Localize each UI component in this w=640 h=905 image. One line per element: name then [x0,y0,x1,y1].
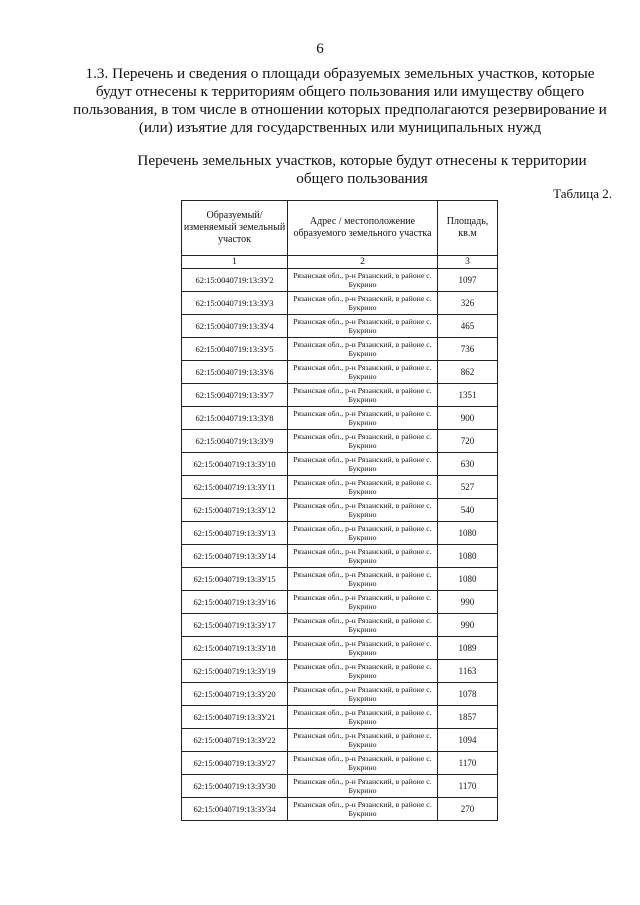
address-cell: Рязанская обл., р-н Рязанский, в районе с. Букрино [288,476,438,499]
table-row [182,499,498,522]
area-cell: 1857 [438,706,498,729]
table-row [182,338,498,361]
table-row [182,361,498,384]
plot-id-cell: 62:15:0040719:13:ЗУ27 [182,752,288,775]
area-cell: 1080 [438,545,498,568]
plot-id-cell: 62:15:0040719:13:ЗУ22 [182,729,288,752]
plot-id-cell: 62:15:0040719:13:ЗУ9 [182,430,288,453]
address-cell: Рязанская обл., р-н Рязанский, в районе с. Букрино [288,775,438,798]
area-cell: 465 [438,315,498,338]
address-cell: Рязанская обл., р-н Рязанский, в районе с. Букрино [288,499,438,522]
header-address: Адрес / местоположение образуемого земельного участка [288,201,438,256]
area-cell: 540 [438,499,498,522]
plot-id-cell: 62:15:0040719:13:ЗУ16 [182,591,288,614]
table-row [182,407,498,430]
table-row [182,729,498,752]
header-plot: Образуемый/ изменяемый земельный участок [182,201,288,256]
area-cell: 1094 [438,729,498,752]
header-area: Площадь, кв.м [438,201,498,256]
table-caption: Таблица 2. [553,186,612,201]
table-header-row [182,201,498,256]
address-cell: Рязанская обл., р-н Рязанский, в районе с. Букрино [288,706,438,729]
plot-id-cell: 62:15:0040719:13:ЗУ4 [182,315,288,338]
table-row [182,637,498,660]
area-cell: 630 [438,453,498,476]
address-cell: Рязанская обл., р-н Рязанский, в районе с. Букрино [288,453,438,476]
plot-id-cell: 62:15:0040719:13:ЗУ21 [182,706,288,729]
plot-id-cell: 62:15:0040719:13:ЗУ6 [182,361,288,384]
address-cell: Рязанская обл., р-н Рязанский, в районе с. Букрино [288,683,438,706]
area-cell: 900 [438,407,498,430]
plot-id-cell: 62:15:0040719:13:ЗУ30 [182,775,288,798]
plot-id-cell: 62:15:0040719:13:ЗУ17 [182,614,288,637]
table-row [182,545,498,568]
area-cell: 1170 [438,775,498,798]
column-number-row [182,256,498,269]
section-heading: 1.3. Перечень и сведения о площади образуемых земельных участков, которые будут отнесены к территориям общего пользования или имуществу общего пользования, в том числе в отношении которых предполагаются резервирование и (или) изъятие для государственных или муниципальных нужд [73,65,607,136]
table-row [182,522,498,545]
table-row [182,476,498,499]
address-cell: Рязанская обл., р-н Рязанский, в районе с. Букрино [288,292,438,315]
column-number: 2 [288,256,438,269]
address-cell: Рязанская обл., р-н Рязанский, в районе с. Букрино [288,591,438,614]
table-row [182,384,498,407]
address-cell: Рязанская обл., р-н Рязанский, в районе с. Букрино [288,407,438,430]
address-cell: Рязанская обл., р-н Рязанский, в районе с. Букрино [288,637,438,660]
table-row [182,775,498,798]
area-cell: 527 [438,476,498,499]
page-number: 6 [316,41,324,57]
address-cell: Рязанская обл., р-н Рязанский, в районе с. Букрино [288,315,438,338]
address-cell: Рязанская обл., р-н Рязанский, в районе с. Букрино [288,752,438,775]
plot-id-cell: 62:15:0040719:13:ЗУ7 [182,384,288,407]
column-number: 1 [182,256,288,269]
table-row [182,568,498,591]
table-row [182,269,498,292]
area-cell: 720 [438,430,498,453]
address-cell: Рязанская обл., р-н Рязанский, в районе с. Букрино [288,614,438,637]
area-cell: 1080 [438,568,498,591]
plot-id-cell: 62:15:0040719:13:ЗУ20 [182,683,288,706]
area-cell: 1351 [438,384,498,407]
plot-id-cell: 62:15:0040719:13:ЗУ13 [182,522,288,545]
area-cell: 326 [438,292,498,315]
plot-id-cell: 62:15:0040719:13:ЗУ5 [182,338,288,361]
address-cell: Рязанская обл., р-н Рязанский, в районе с. Букрино [288,361,438,384]
table-row [182,683,498,706]
area-cell: 1078 [438,683,498,706]
address-cell: Рязанская обл., р-н Рязанский, в районе с. Букрино [288,798,438,821]
plot-id-cell: 62:15:0040719:13:ЗУ34 [182,798,288,821]
area-cell: 1170 [438,752,498,775]
area-cell: 736 [438,338,498,361]
plot-id-cell: 62:15:0040719:13:ЗУ3 [182,292,288,315]
address-cell: Рязанская обл., р-н Рязанский, в районе с. Букрино [288,729,438,752]
table-row [182,752,498,775]
address-cell: Рязанская обл., р-н Рязанский, в районе с. Букрино [288,660,438,683]
address-cell: Рязанская обл., р-н Рязанский, в районе с. Букрино [288,522,438,545]
plot-id-cell: 62:15:0040719:13:ЗУ8 [182,407,288,430]
area-cell: 862 [438,361,498,384]
plot-id-cell: 62:15:0040719:13:ЗУ15 [182,568,288,591]
area-cell: 1163 [438,660,498,683]
plot-id-cell: 62:15:0040719:13:ЗУ18 [182,637,288,660]
table-row [182,798,498,821]
plot-id-cell: 62:15:0040719:13:ЗУ14 [182,545,288,568]
area-cell: 990 [438,614,498,637]
area-cell: 990 [438,591,498,614]
area-cell: 1089 [438,637,498,660]
area-cell: 1080 [438,522,498,545]
address-cell: Рязанская обл., р-н Рязанский, в районе с. Букрино [288,384,438,407]
address-cell: Рязанская обл., р-н Рязанский, в районе с. Букрино [288,338,438,361]
land-plots-table [181,200,498,821]
plot-id-cell: 62:15:0040719:13:ЗУ10 [182,453,288,476]
table-row [182,706,498,729]
table-row [182,614,498,637]
table-row [182,453,498,476]
table-row [182,430,498,453]
table-row [182,660,498,683]
address-cell: Рязанская обл., р-н Рязанский, в районе с. Букрино [288,545,438,568]
address-cell: Рязанская обл., р-н Рязанский, в районе с. Букрино [288,269,438,292]
table-row [182,315,498,338]
plot-id-cell: 62:15:0040719:13:ЗУ11 [182,476,288,499]
table-title: Перечень земельных участков, которые будут отнесены к территории общего пользования [137,152,587,187]
table-row [182,591,498,614]
plot-id-cell: 62:15:0040719:13:ЗУ2 [182,269,288,292]
area-cell: 270 [438,798,498,821]
plot-id-cell: 62:15:0040719:13:ЗУ19 [182,660,288,683]
table-row [182,292,498,315]
column-number: 3 [438,256,498,269]
area-cell: 1097 [438,269,498,292]
address-cell: Рязанская обл., р-н Рязанский, в районе с. Букрино [288,430,438,453]
address-cell: Рязанская обл., р-н Рязанский, в районе с. Букрино [288,568,438,591]
plot-id-cell: 62:15:0040719:13:ЗУ12 [182,499,288,522]
